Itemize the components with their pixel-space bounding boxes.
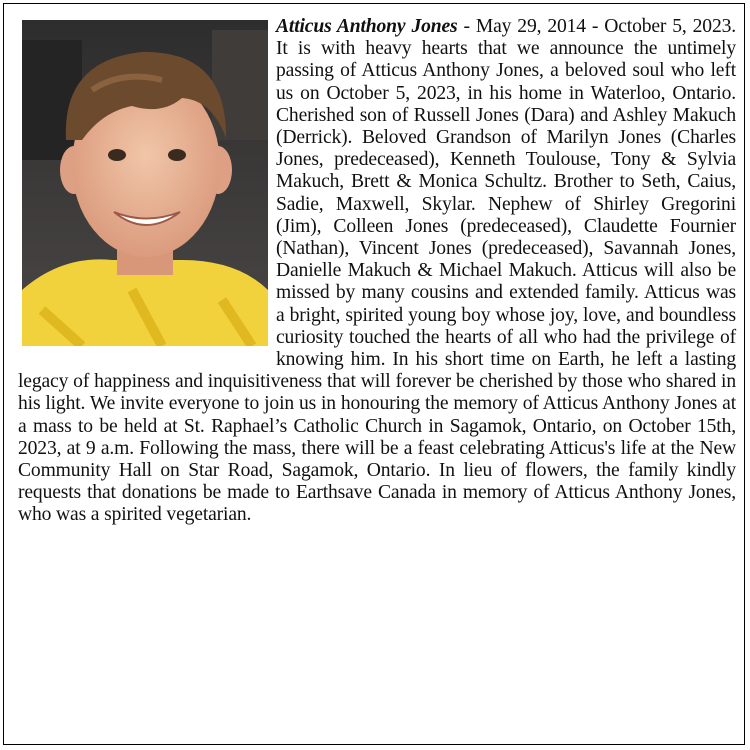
life-dates: - May 29, 2014 - October 5, 2023.	[457, 16, 736, 37]
obituary-notice	[3, 3, 745, 745]
obituary-text	[18, 16, 736, 527]
deceased-name: Atticus Anthony Jones	[276, 16, 458, 37]
obituary-body: It is with heavy hearts that we announce the untimely passing of Atticus Anthony Jones, a beloved soul who left us on October 5, 2023, in his home in Waterloo, Ontario. Cherished son of Russell Jones (Dara) and Ashley Makuch (Derrick). Beloved Grandson of Marilyn Jones (Charles Jones, predeceased), Kenneth Toulouse, Tony & Sylvia Makuch, Brett & Monica Schultz. Brother to Seth, Caius, Sadie, Maxwell, Skylar. Nephew of Shirley Gregorini (Jim), Colleen Jones (predeceased), Claudette Fournier (Nathan), Vincent Jones (predeceased), Savannah Jones, Danielle Makuch & Michael Makuch. Atticus will also be missed by many cousins and extended family. Atticus was a bright, spirited young boy whose joy, love, and boundless curiosity touched the hearts of all who had the privilege of knowing him. In his short time on Earth, he left a lasting legacy of happiness and inquisitiveness that will forever be cherished by those who shared in his light. We invite everyone to join us in honouring the memory of Atticus Anthony Jones at a mass to be held at St. Raphael’s Catholic Church in Sagamok, Ontario, on October 15th, 2023, at 9 a.m. Following the mass, there will be a feast celebrating Atticus's life at the New Community Hall on Star Road, Sagamok, Ontario. In lieu of flowers, the family kindly requests that donations be made to Earthsave Canada in memory of Atticus Anthony Jones, who was a spirited vegetarian.	[18, 38, 736, 526]
